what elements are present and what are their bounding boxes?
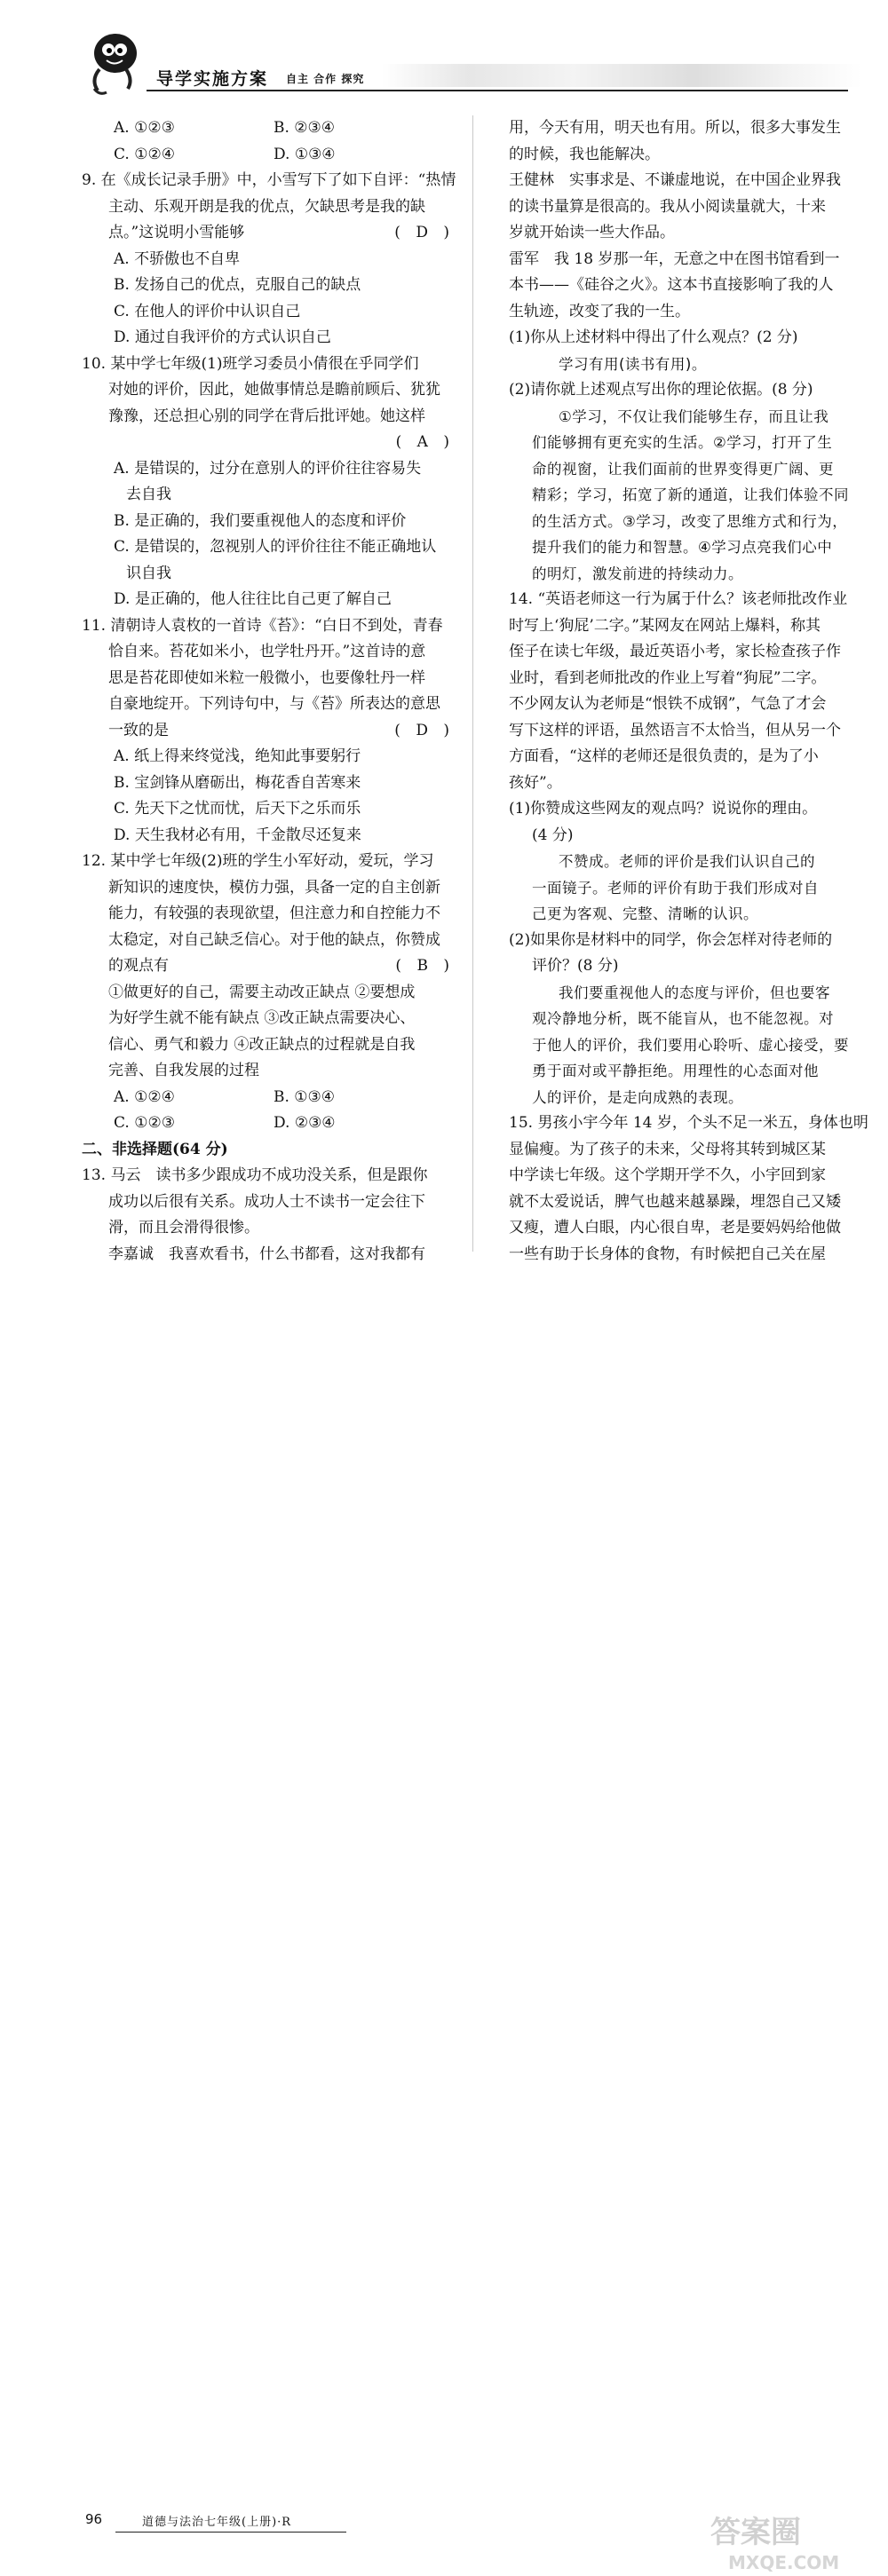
handwritten-answer xyxy=(509,1006,862,1032)
line-text: 一些有助于长身体的食物，有时候把自己关在屋 xyxy=(509,1245,826,1263)
line-text: D. 天生我材必有用，千金散尽还复来 xyxy=(114,826,361,844)
text-line xyxy=(509,796,862,823)
text-line xyxy=(509,1163,862,1189)
line-text: 15. 男孩小宇今年 14 岁，个头不足一米五，身体也明 xyxy=(509,1114,868,1132)
line-text: 学习有用(读书有用)。 xyxy=(559,355,707,373)
text-line xyxy=(509,823,862,849)
line-text: (2)请你就上述观点写出你的理论依据。(8 分) xyxy=(509,381,813,399)
header-rule xyxy=(147,90,848,91)
option-line xyxy=(82,587,455,613)
line-text: (1)你赞成这些网友的观点吗？说说你的理由。 xyxy=(509,800,818,818)
option-text: B. ①③④ xyxy=(274,1087,336,1106)
text-line xyxy=(82,901,455,928)
handwritten-answer xyxy=(509,849,862,875)
mascot-logo-icon xyxy=(82,27,144,98)
handwritten-answer xyxy=(509,980,862,1007)
option-line xyxy=(82,534,455,561)
line-text: 不赞成。老师的评价是我们认识自己的 xyxy=(559,853,815,870)
text-line xyxy=(509,377,862,404)
option-text: B. ②③④ xyxy=(274,119,336,137)
text-line xyxy=(82,1006,455,1032)
header-subtitle: 自主 合作 探究 xyxy=(286,73,365,85)
line-text: B. 是正确的，我们要重视他人的态度和评价 xyxy=(114,511,407,530)
line-text: 我们要重视他人的态度与评价，但也要客 xyxy=(559,984,830,1001)
line-text: 于他人的评价，我们要用心聆听、虚心接受，要 xyxy=(532,1036,849,1054)
line-text: 一面镜子。老师的评价有助于我们形成对自 xyxy=(532,879,819,897)
line-text: 14. “英语老师这一行为属于什么？该老师批改作业 xyxy=(509,590,848,608)
line-text: 本书——《硅谷之火》。这本书直接影响了我的人 xyxy=(509,276,834,294)
answer-bracket: ( D ) xyxy=(394,721,455,739)
line-text: 太稳定，对自己缺乏信心。对于他的缺点，你赞成 xyxy=(108,930,440,949)
question-line xyxy=(82,168,455,194)
text-line xyxy=(509,666,862,692)
text-line xyxy=(82,928,455,954)
line-text: C. 是错误的，忽视别人的评价往往不能正确地认 xyxy=(114,538,437,556)
text-line xyxy=(82,875,455,902)
option-text: A. ①②③ xyxy=(114,119,175,137)
line-text: 孩好”。 xyxy=(509,773,562,792)
text-line xyxy=(509,194,862,221)
line-text: ①做更好的自己，需要主动改正缺点 ②要想成 xyxy=(108,983,416,1001)
line-text: 们能够拥有更充实的生活。②学习，打开了生 xyxy=(532,434,833,451)
line-text: A. 不骄傲也不自卑 xyxy=(114,249,241,268)
line-text: 提升我们的能力和智慧。④学习点亮我们心中 xyxy=(532,539,833,556)
footer-rule xyxy=(115,2532,346,2533)
option-text: C. ①②③ xyxy=(114,1114,175,1132)
question-line xyxy=(509,587,862,613)
line-text: 岁就开始读一些大作品。 xyxy=(509,224,675,241)
text-line xyxy=(82,953,455,980)
text-line xyxy=(509,953,862,980)
text-line xyxy=(82,718,455,745)
option-row xyxy=(82,1085,455,1111)
handwritten-answer xyxy=(509,534,862,561)
option-text: C. ①②④ xyxy=(114,145,175,163)
line-text: 己更为客观、完整、清晰的认识。 xyxy=(532,905,758,922)
line-text: 写下这样的评语，虽然语言不太恰当，但从另一个 xyxy=(509,721,841,739)
line-text: 精彩；学习，拓宽了新的通道，让我们体验不同 xyxy=(532,486,849,503)
svg-text:MXQE.COM: MXQE.COM xyxy=(728,2552,840,2573)
line-text: 用，今天有用，明天也有用。所以，很多大事发生 xyxy=(509,119,841,137)
line-text: B. 发扬自己的优点，克服自己的缺点 xyxy=(114,276,361,294)
left-column xyxy=(82,115,455,1268)
line-text: A. 是错误的，过分在意别人的评价往往容易失 xyxy=(114,459,422,478)
text-line xyxy=(82,404,455,431)
question-line xyxy=(82,613,455,640)
option-line xyxy=(82,744,455,770)
line-text: (4 分) xyxy=(532,826,574,844)
line-text: 雷军 我 18 岁那一年，无意之中在图书馆看到一 xyxy=(509,249,840,268)
right-column xyxy=(509,115,868,1268)
option-line xyxy=(82,456,455,483)
text-line xyxy=(82,980,455,1007)
handwritten-answer xyxy=(509,404,862,431)
line-text: 11. 清朝诗人袁枚的一首诗《苔》：“白日不到处，青春 xyxy=(82,616,443,635)
line-text: 一致的是 xyxy=(108,721,169,739)
text-line xyxy=(509,115,862,142)
text-line xyxy=(82,220,455,247)
option-line xyxy=(82,796,455,823)
line-text: 命的视窗，让我们面前的世界变得更广阔、更 xyxy=(532,460,834,478)
text-line xyxy=(509,744,862,770)
answer-bracket: ( A ) xyxy=(395,433,455,451)
line-text: D. 通过自我评价的方式认识自己 xyxy=(114,328,331,346)
line-text: 时写上‘狗屁’二字。”某网友在网站上爆料，称其 xyxy=(509,616,821,635)
line-text: 13. 马云 读书多少跟成功不成功没关系，但是跟你 xyxy=(82,1166,428,1184)
line-text: 的观点有 xyxy=(108,957,169,975)
option-row xyxy=(82,115,455,142)
line-text: 李嘉诚 我喜欢看书，什么书都看，这对我都有 xyxy=(108,1245,425,1263)
text-line xyxy=(509,325,862,352)
handwritten-answer xyxy=(509,482,862,509)
text-line xyxy=(509,168,862,194)
text-line xyxy=(82,1032,455,1059)
option-row xyxy=(82,142,455,169)
text-line xyxy=(82,639,455,666)
answer-bracket: ( D ) xyxy=(394,224,455,241)
line-text: 思是苔花即使如米粒一般微小，也要像牡丹一样 xyxy=(108,668,425,687)
text-line xyxy=(509,1137,862,1164)
option-line xyxy=(82,247,455,273)
handwritten-answer xyxy=(509,1085,862,1111)
handwritten-answer xyxy=(509,430,862,456)
line-text: 侄子在读七年级，最近英语小考，家长检查孩子作 xyxy=(509,643,841,660)
line-text: 新知识的速度快，模仿力强，具备一定的自主创新 xyxy=(108,878,440,897)
line-text: 人的评价，是走向成熟的表现。 xyxy=(532,1088,743,1106)
text-line xyxy=(509,613,862,640)
line-text: 不少网友认为老师是“恨铁不成钢”，气急了才会 xyxy=(509,695,827,713)
line-text: 中学读七年级。这个学期开学不久，小宇回到家 xyxy=(509,1166,826,1184)
line-text: 二、非选择题(64 分) xyxy=(82,1140,228,1158)
text-line xyxy=(82,377,455,404)
handwritten-answer xyxy=(509,875,862,902)
text-line xyxy=(509,273,862,299)
line-text: 评价？(8 分) xyxy=(532,957,619,975)
line-text: 为好学生就不能有缺点 ③改正缺点需要决心、 xyxy=(108,1009,416,1027)
option-line xyxy=(82,299,455,326)
text-line xyxy=(509,691,862,718)
line-text: C. 在他人的评价中认识自己 xyxy=(114,302,301,320)
line-text: 显偏瘦。为了孩子的未来，父母将其转到城区某 xyxy=(509,1140,826,1158)
answer-line xyxy=(82,430,455,456)
text-line xyxy=(82,666,455,692)
line-text: 的时候，我也能解决。 xyxy=(509,145,660,163)
handwritten-answer xyxy=(509,509,862,535)
footer-book-title: 道德与法治七年级(上册)·R xyxy=(142,2516,292,2529)
header-title: 导学实施方案 xyxy=(156,69,269,89)
text-line xyxy=(509,1189,862,1216)
page-header xyxy=(0,0,888,111)
option-line xyxy=(82,325,455,352)
page-footer xyxy=(0,1252,888,2573)
text-line xyxy=(509,220,862,247)
handwritten-answer xyxy=(509,901,862,928)
handwritten-answer xyxy=(509,352,862,378)
line-text: (1)你从上述材料中得出了什么观点？(2 分) xyxy=(509,328,798,346)
line-text: 业时，看到老师批改的作业上写着“狗屁”二字。 xyxy=(509,668,827,687)
option-line xyxy=(82,561,455,588)
line-text: 自豪地绽开。下列诗句中，与《苔》所表达的意思 xyxy=(108,695,440,713)
text-line xyxy=(509,299,862,326)
line-text: 10. 某中学七年级(1)班学习委员小倩很在乎同学们 xyxy=(82,354,419,373)
line-text: ①学习，不仅让我们能够生存，而且让我 xyxy=(559,407,829,425)
question-line xyxy=(82,1163,455,1189)
text-line xyxy=(82,1058,455,1085)
line-text: 点。”这说明小雪能够 xyxy=(108,224,245,241)
line-text: B. 宝剑锋从磨砺出，梅花香自苦寒来 xyxy=(114,773,361,792)
line-text: 对她的评价，因此，她做事情总是瞻前顾后、犹犹 xyxy=(108,381,440,399)
text-line xyxy=(509,639,862,666)
line-text: 恰自来。苔花如米小，也学牡丹开。”这首诗的意 xyxy=(108,643,426,660)
option-line xyxy=(82,509,455,535)
text-line xyxy=(509,142,862,169)
answer-bracket: ( B ) xyxy=(395,957,455,975)
line-text: (2)如果你是材料中的同学，你会怎样对待老师的 xyxy=(509,930,833,949)
option-text: A. ①②④ xyxy=(114,1087,175,1106)
handwritten-answer xyxy=(509,456,862,483)
line-text: 的明灯，激发前进的持续动力。 xyxy=(532,565,743,582)
line-text: 生轨迹，改变了我的一生。 xyxy=(509,302,690,320)
line-text: A. 纸上得来终觉浅，绝知此事要躬行 xyxy=(114,747,361,765)
line-text: 完善、自我发展的过程 xyxy=(108,1062,259,1079)
line-text: C. 先天下之忧而忧，后天下之乐而乐 xyxy=(114,800,361,818)
handwritten-answer xyxy=(509,1032,862,1059)
question-line xyxy=(509,1110,868,1137)
line-text: 滑，而且会滑得很惨。 xyxy=(108,1219,259,1237)
line-text: 去自我 xyxy=(126,486,171,503)
line-text: 就不太爱说话，脾气也越来越暴躁，埋怨自己又矮 xyxy=(509,1192,841,1211)
option-line xyxy=(82,823,455,849)
line-text: 又瘦，遭人白眼，内心很自卑，老是要妈妈给他做 xyxy=(509,1219,841,1237)
column-divider xyxy=(472,115,473,1252)
line-text: 的生活方式。③学习，改变了思维方式和行为， xyxy=(532,512,848,530)
option-line xyxy=(82,273,455,299)
text-line xyxy=(509,718,862,745)
line-text: 识自我 xyxy=(126,564,171,582)
section-heading xyxy=(82,1137,455,1164)
handwritten-answer xyxy=(509,1058,862,1085)
question-line xyxy=(82,352,455,378)
option-line xyxy=(82,482,455,509)
option-text: D. ②③④ xyxy=(274,1114,336,1132)
handwritten-answer xyxy=(509,561,862,588)
header-decoration xyxy=(382,64,861,87)
text-line xyxy=(509,770,862,797)
text-line xyxy=(509,928,862,954)
line-text: 豫豫，还总担心别的同学在背后批评她。她这样 xyxy=(108,407,425,425)
line-text: 勇于面对或平静拒绝。用理性的心态面对他 xyxy=(532,1063,819,1079)
line-text: 9. 在《成长记录手册》中，小雪写下了如下自评：“热情 xyxy=(82,171,456,189)
line-text: 成功以后很有关系。成功人士不读书一定会往下 xyxy=(108,1192,425,1211)
line-text: D. 是正确的，他人往往比自己更了解自己 xyxy=(114,590,392,608)
line-text: 主动、乐观开朗是我的优点，欠缺思考是我的缺 xyxy=(108,197,425,216)
line-text: 信心、勇气和毅力 ④改正缺点的过程就是自我 xyxy=(108,1035,416,1054)
line-text: 王健林 实事求是、不谦虚地说，在中国企业界我 xyxy=(509,171,841,189)
text-line xyxy=(82,194,455,221)
line-text: 方面看，“这样的老师还是很负责的，是为了小 xyxy=(509,747,819,765)
option-text: D. ①③④ xyxy=(274,145,336,163)
line-text: 的读书量算是很高的。我从小阅读量就大，十来 xyxy=(509,197,826,216)
page-number: 96 xyxy=(85,2511,103,2527)
text-line xyxy=(82,1215,455,1242)
text-line xyxy=(82,1189,455,1216)
line-text: 12. 某中学七年级(2)班的学生小军好动，爱玩，学习 xyxy=(82,852,434,870)
option-line xyxy=(82,770,455,797)
option-row xyxy=(82,1110,455,1137)
line-text: 能力，有较强的表现欲望，但注意力和自控能力不 xyxy=(108,905,440,922)
text-line xyxy=(82,691,455,718)
text-line xyxy=(509,1215,862,1242)
question-line xyxy=(82,849,455,875)
text-line xyxy=(509,247,862,273)
line-text: 观冷静地分析，既不能盲从，也不能忽视。对 xyxy=(532,1010,834,1027)
watermark-logo xyxy=(702,2505,879,2576)
svg-text:答案圈: 答案圈 xyxy=(710,2515,801,2550)
